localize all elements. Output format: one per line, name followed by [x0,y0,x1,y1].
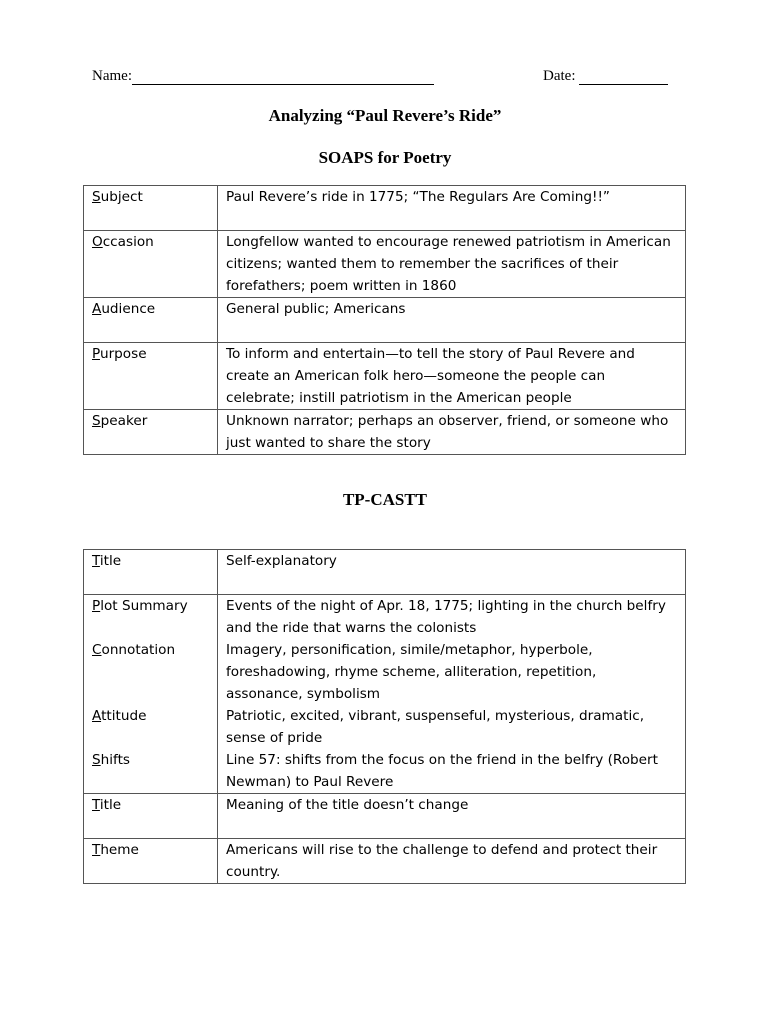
table-row [84,186,686,231]
name-blank-line[interactable] [132,84,434,85]
row-label: Audience [84,298,218,343]
row-value: Meaning of the title doesn’t change [218,794,686,839]
row-label: Attitude [84,705,218,749]
row-label: Subject [84,186,218,231]
row-value: To inform and entertain—to tell the story of Paul Revere and create an American folk hero—someone the people can celebrate; instill patriotism in the American people [218,343,686,410]
row-value: Events of the night of Apr. 18, 1775; lighting in the church belfry and the ride that warns the colonists [218,595,686,640]
row-label: Speaker [84,410,218,455]
row-value: Americans will rise to the challenge to defend and protect their country. [218,839,686,884]
table-row [84,231,686,298]
row-value: Paul Revere’s ride in 1775; “The Regulars Are Coming!!” [218,186,686,231]
header-row [92,68,670,92]
table-row [84,298,686,343]
row-label: Plot Summary [84,595,218,640]
table-row [84,705,686,749]
row-value: Unknown narrator; perhaps an observer, friend, or someone who just wanted to share the story [218,410,686,455]
soaps-heading: SOAPS for Poetry [318,148,452,167]
table-row [84,410,686,455]
tpcastt-table [83,549,686,884]
table-row [84,595,686,640]
row-value: Patriotic, excited, vibrant, suspenseful, mysterious, dramatic, sense of pride [218,705,686,749]
row-label: Title [84,794,218,839]
row-value: Imagery, personification, simile/metaphor, hyperbole, foreshadowing, rhyme scheme, alliteration, repetition, assonance, symbolism [218,639,686,705]
table-row [84,550,686,595]
table-row [84,639,686,705]
row-label: Occasion [84,231,218,298]
row-value: Line 57: shifts from the focus on the friend in the belfry (Robert Newman) to Paul Revere [218,749,686,794]
row-value: Self-explanatory [218,550,686,595]
row-value: General public; Americans [218,298,686,343]
soaps-table [83,185,686,455]
row-value: Longfellow wanted to encourage renewed patriotism in American citizens; wanted them to remember the sacrifices of their forefathers; poem written in 1860 [218,231,686,298]
row-label: Connotation [84,639,218,705]
date-label: Date: [543,68,576,84]
row-label: Theme [84,839,218,884]
name-label: Name: [92,68,132,84]
date-blank-line[interactable] [579,84,668,85]
table-row [84,343,686,410]
table-row [84,794,686,839]
tpcastt-heading: TP-CASTT [342,490,428,509]
table-row [84,749,686,794]
page-title: Analyzing “Paul Revere’s Ride” [268,106,502,125]
row-label: Purpose [84,343,218,410]
row-label: Title [84,550,218,595]
row-label: Shifts [84,749,218,794]
table-row [84,839,686,884]
